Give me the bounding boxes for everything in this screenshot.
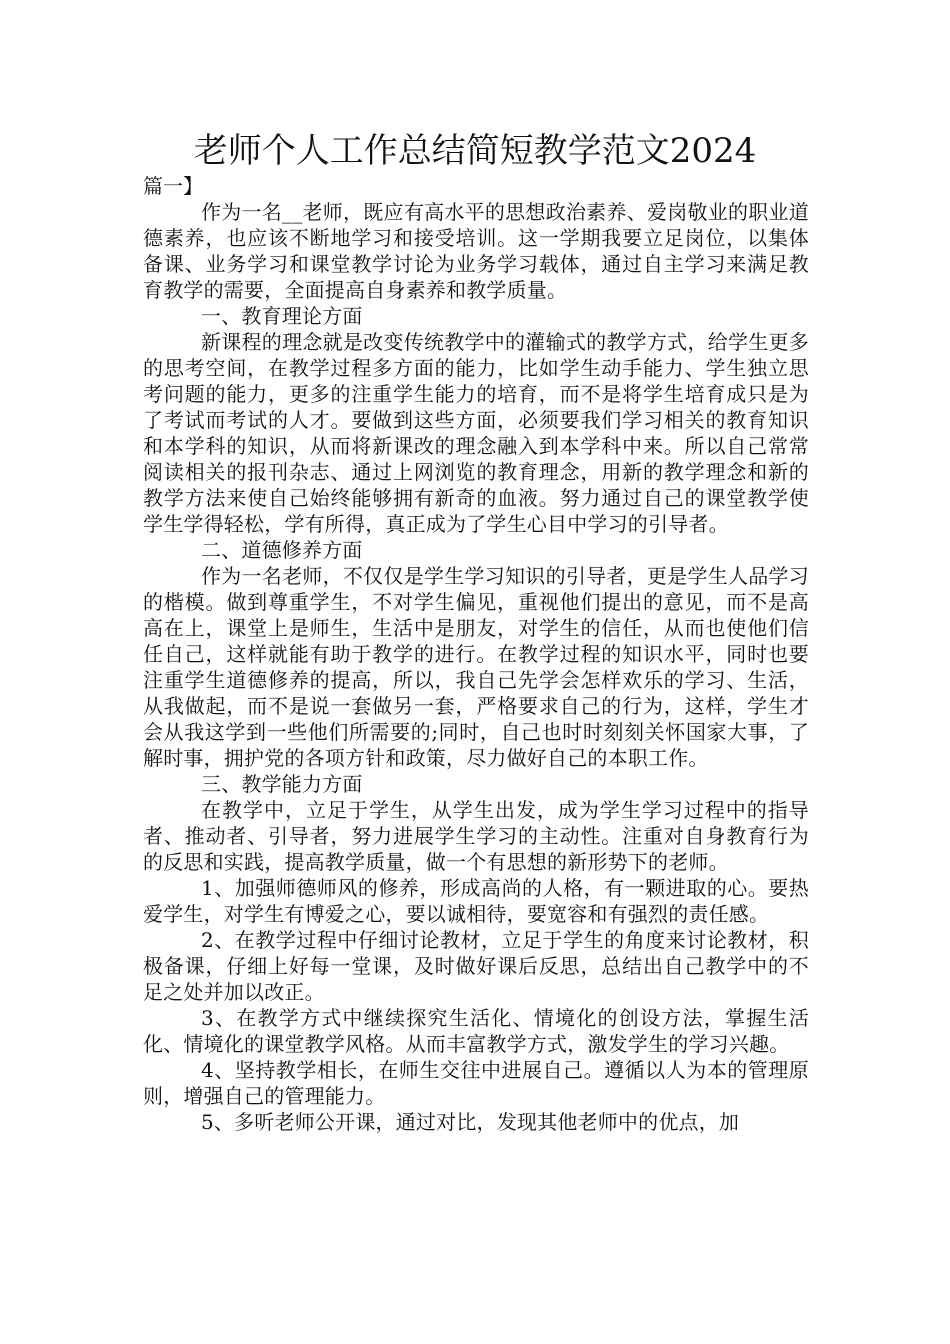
section-label: 篇一】 (143, 174, 203, 198)
heading-morality: 二、道德修养方面 (201, 538, 363, 562)
list-item-5: 5、多听老师公开课，通过对比，发现其他老师中的优点，加 (201, 1110, 740, 1134)
heading-theory: 一、教育理论方面 (201, 304, 363, 328)
document-body (143, 199, 809, 1135)
list-item-2: 2、在教学过程中仔细讨论教材，立足于学生的角度来讨论教材，积极备课，仔细上好每一堂课，及时做好课后反思，总结出自己教学中的不足之处并加以改正。 (143, 928, 809, 1004)
list-item-3: 3、在教学方式中继续探究生活化、情境化的创设方法，掌握生活化、情境化的课堂教学风格。从而丰富教学方式，激发学生的学习兴趣。 (143, 1006, 809, 1056)
paragraph-theory: 新课程的理念就是改变传统教学中的灌输式的教学方式，给学生更多的思考空间，在教学过程多方面的能力，比如学生动手能力、学生独立思考问题的能力，更多的注重学生能力的培育，而不是将学生培育成只是为了考试而考试的人才。要做到这些方面，必须要我们学习相关的教育知识和本学科的知识，从而将新课改的理念融入到本学科中来。所以自己常常阅读相关的报刊杂志、通过上网浏览的教育理念，用新的教学理念和新的教学方法来使自己始终能够拥有新奇的血液。努力通过自己的课堂教学使学生学得轻松，学有所得，真正成为了学生心目中学习的引导者。 (143, 330, 809, 536)
paragraph-ability: 在教学中，立足于学生，从学生出发，成为学生学习过程中的指导者、推动者、引导者，努力进展学生学习的主动性。注重对自身教育行为的反思和实践，提高教学质量，做一个有思想的新形势下的老师。 (143, 798, 809, 874)
heading-ability: 三、教学能力方面 (201, 772, 363, 796)
list-item-1: 1、加强师德师风的修养，形成高尚的人格，有一颗进取的心。要热爱学生，对学生有博爱之心，要以诚相待，要宽容和有强烈的责任感。 (143, 876, 809, 926)
paragraph-intro: 作为一名__老师，既应有高水平的思想政治素养、爱岗敬业的职业道德素养，也应该不断地学习和接受培训。这一学期我要立足岗位，以集体备课、业务学习和课堂教学讨论为业务学习载体，通过自主学习来满足教育教学的需要，全面提高自身素养和教学质量。 (143, 200, 809, 302)
list-item-4: 4、坚持教学相长，在师生交往中进展自己。遵循以人为本的管理原则，增强自己的管理能力。 (143, 1058, 809, 1108)
document-title: 老师个人工作总结简短教学范文2024 (193, 131, 757, 171)
paragraph-morality: 作为一名老师，不仅仅是学生学习知识的引导者，更是学生人品学习的楷模。做到尊重学生，不对学生偏见，重视他们提出的意见，而不是高高在上，课堂上是师生，生活中是朋友，对学生的信任，从而也使他们信任自己，这样就能有助于教学的进行。在教学过程的知识水平，同时也要注重学生道德修养的提高，所以，我自己先学会怎样欢乐的学习、生活，从我做起，而不是说一套做另一套，严格要求自己的行为，这样，学生才会从我这学到一些他们所需要的;同时，自己也时时刻刻关怀国家大事，了解时事，拥护党的各项方针和政策，尽力做好自己的本职工作。 (143, 564, 809, 770)
